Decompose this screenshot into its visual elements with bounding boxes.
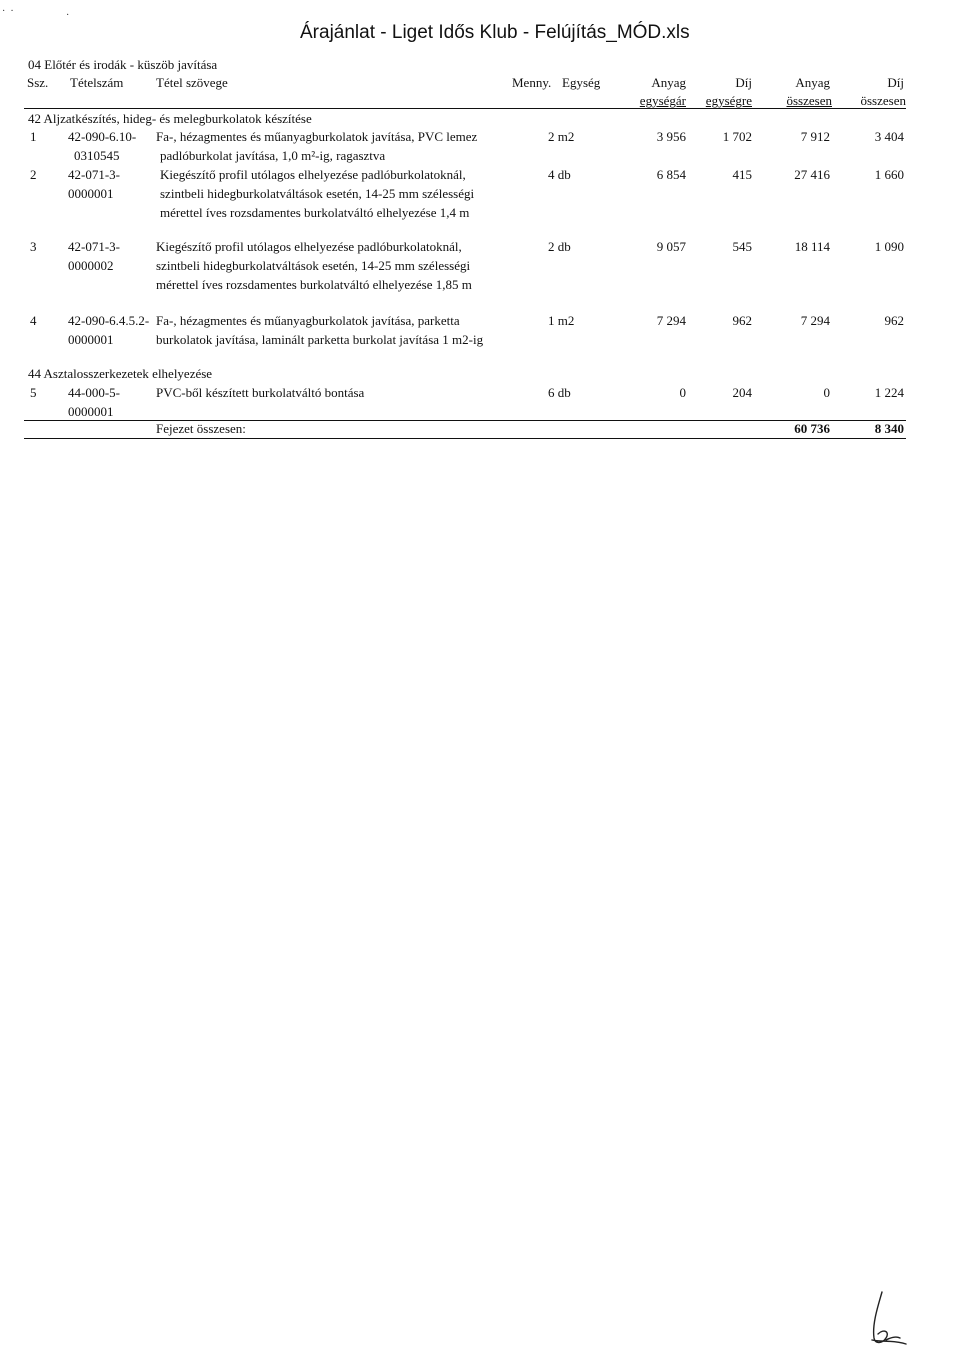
item-code-cont: 0000001 xyxy=(68,332,114,347)
header-rule xyxy=(24,108,906,109)
item-text-cont: mérettel íves rozsdamentes burkolatváltó elhelyezése 1,4 m xyxy=(160,205,470,220)
item-dij-osszesen: 3 404 xyxy=(874,129,904,144)
item-dij-osszesen: 1 224 xyxy=(874,385,904,400)
item-dij-egysegre: 545 xyxy=(732,239,752,254)
total-rule-bottom xyxy=(24,438,906,439)
col-dij-osszesen-2: összesen xyxy=(860,93,906,108)
item-code-cont: 0000001 xyxy=(68,186,114,201)
item-code: 42-090-6.4.5.2- xyxy=(68,313,150,328)
item-anyag-osszesen: 7 912 xyxy=(800,129,830,144)
item-ssz: 3 xyxy=(30,239,37,254)
item-dij-egysegre: 1 702 xyxy=(722,129,752,144)
item-text-cont: szintbeli hidegburkolatváltások esetén, 14-25 mm szélességi xyxy=(156,258,471,273)
section-title: 44 Asztalosszerkezetek elhelyezése xyxy=(28,366,213,381)
handwritten-mark-icon xyxy=(860,1288,920,1348)
total-label: Fejezet összesen: xyxy=(156,421,246,436)
section-title: 42 Aljzatkészítés, hideg- és melegburkolatok készítése xyxy=(28,111,312,126)
item-dij-osszesen: 1 090 xyxy=(874,239,904,254)
item-qty: 2 db xyxy=(548,239,571,254)
col-anyag-osszesen-1: Anyag xyxy=(795,75,830,90)
item-anyag-osszesen: 7 294 xyxy=(800,313,830,328)
col-anyag-osszesen-2: összesen xyxy=(786,93,832,108)
total-dij: 8 340 xyxy=(874,421,904,436)
item-ssz: 1 xyxy=(30,129,37,144)
item-dij-egysegre: 204 xyxy=(732,385,752,400)
chapter-title: 04 Előtér és irodák - küszöb javítása xyxy=(28,57,218,72)
item-text-cont: padlóburkolat javítása, 1,0 m²-ig, ragasztva xyxy=(160,148,386,163)
item-dij-osszesen: 1 660 xyxy=(874,167,904,182)
item-qty: 1 m2 xyxy=(548,313,575,328)
col-dij-egysegre-1: Díj xyxy=(735,75,752,90)
scan-speck: · · xyxy=(2,6,14,17)
item-code: 42-071-3- xyxy=(68,167,120,182)
col-tetelszam: Tételszám xyxy=(70,75,124,90)
item-text: Kiegészítő profil utólagos elhelyezése padlóburkolatoknál, xyxy=(160,167,466,182)
item-anyag-osszesen: 27 416 xyxy=(794,167,830,182)
item-text: PVC-ből készített burkolatváltó bontása xyxy=(156,385,365,400)
item-code-cont: 0000001 xyxy=(68,404,114,419)
col-dij-osszesen-1: Díj xyxy=(887,75,904,90)
col-anyag-egysegar-1: Anyag xyxy=(651,75,686,90)
item-anyag-egysegar: 7 294 xyxy=(656,313,686,328)
item-anyag-egysegar: 9 057 xyxy=(656,239,686,254)
item-text: Fa-, hézagmentes és műanyagburkolatok javítása, PVC lemez xyxy=(156,129,478,144)
item-code-cont: 0000002 xyxy=(68,258,114,273)
col-anyag-egysegar-2: egységár xyxy=(639,93,686,108)
col-menny: Menny. xyxy=(512,75,552,90)
item-text: Fa-, hézagmentes és műanyagburkolatok javítása, parketta xyxy=(156,313,460,328)
item-code-cont: 0310545 xyxy=(74,148,120,163)
item-ssz: 4 xyxy=(30,313,37,328)
item-code: 42-071-3- xyxy=(68,239,120,254)
total-anyag: 60 736 xyxy=(794,421,830,436)
item-dij-egysegre: 415 xyxy=(732,167,752,182)
item-ssz: 5 xyxy=(30,385,37,400)
col-tetel-szovege: Tétel szövege xyxy=(156,75,228,90)
col-ssz: Ssz. xyxy=(27,75,49,90)
item-anyag-egysegar: 3 956 xyxy=(656,129,686,144)
col-dij-egysegre-2: egységre xyxy=(705,93,752,108)
document-title: Árajánlat - Liget Idős Klub - Felújítás_MÓD.xls xyxy=(300,22,690,43)
item-qty: 6 db xyxy=(548,385,571,400)
item-anyag-egysegar: 0 xyxy=(679,385,686,400)
item-anyag-osszesen: 18 114 xyxy=(794,239,830,254)
item-code: 44-000-5- xyxy=(68,385,120,400)
item-dij-osszesen: 962 xyxy=(884,313,904,328)
item-qty: 2 m2 xyxy=(548,129,575,144)
item-anyag-osszesen: 0 xyxy=(823,385,830,400)
scan-speck: · xyxy=(66,10,70,21)
item-text-cont: mérettel íves rozsdamentes burkolatváltó elhelyezése 1,85 m xyxy=(156,277,472,292)
item-qty: 4 db xyxy=(548,167,571,182)
col-egyseg: Egység xyxy=(562,75,601,90)
item-ssz: 2 xyxy=(30,167,37,182)
item-text-cont: szintbeli hidegburkolatváltások esetén, 14-25 mm szélességi xyxy=(160,186,475,201)
item-text: Kiegészítő profil utólagos elhelyezése padlóburkolatoknál, xyxy=(156,239,462,254)
item-text-cont: burkolatok javítása, laminált parketta burkolat javítása 1 m2-ig xyxy=(156,332,484,347)
item-dij-egysegre: 962 xyxy=(732,313,752,328)
item-anyag-egysegar: 6 854 xyxy=(656,167,686,182)
item-code: 42-090-6.10- xyxy=(68,129,137,144)
